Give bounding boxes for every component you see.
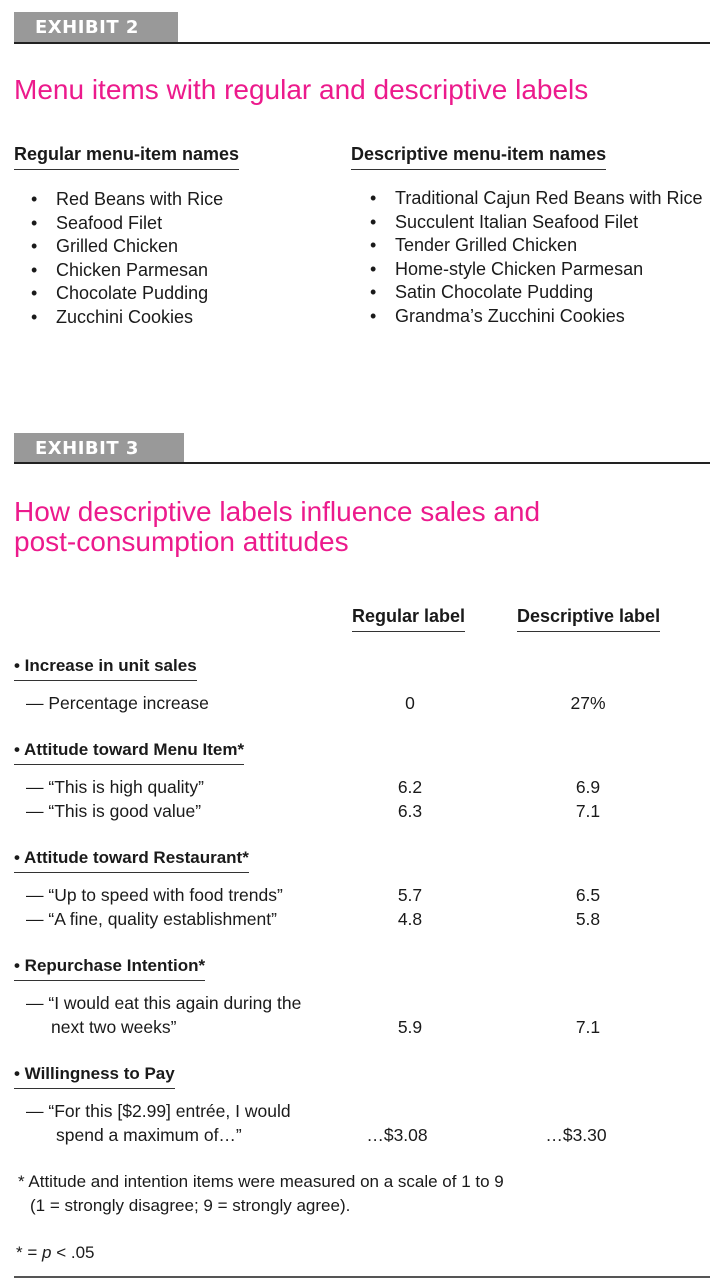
- section-heading-menu-item-attitude: • Attitude toward Menu Item*: [14, 740, 244, 765]
- footnote-line-2: (1 = strongly disagree; 9 = strongly agree).: [30, 1196, 351, 1215]
- regular-value: 0: [405, 693, 415, 713]
- descriptive-value: 7.1: [575, 1017, 601, 1037]
- descriptive-value: 7.1: [575, 801, 601, 821]
- descriptive-names-list: [370, 187, 703, 328]
- list-item: • Traditional Cajun Red Beans with Rice: [370, 188, 703, 208]
- exhibit-3-title-line-2: post-consumption attitudes: [14, 526, 349, 557]
- regular-value: 4.8: [397, 909, 423, 929]
- section-heading-willingness-to-pay: • Willingness to Pay: [14, 1064, 175, 1089]
- exhibit-3-rule: [14, 462, 710, 464]
- regular-names-header: Regular menu-item names: [14, 144, 239, 170]
- row-label: — “A fine, quality establishment”: [26, 909, 277, 929]
- list-item: • Red Beans with Rice: [31, 189, 224, 209]
- descriptive-label-column-header: Descriptive label: [517, 606, 660, 632]
- list-item: • Satin Chocolate Pudding: [370, 282, 594, 302]
- regular-value: …$3.08: [366, 1125, 428, 1145]
- bottom-rule: [14, 1276, 710, 1278]
- descriptive-value: 6.9: [575, 777, 601, 797]
- row-label-line-2: spend a maximum of…”: [56, 1125, 242, 1145]
- regular-value: 6.2: [397, 777, 423, 797]
- list-item: • Grandma’s Zucchini Cookies: [370, 305, 625, 326]
- section-heading-repurchase-intention: • Repurchase Intention*: [14, 956, 205, 981]
- footnote-line-1: * Attitude and intention items were measured on a scale of 1 to 9: [18, 1172, 504, 1191]
- regular-names-list: [31, 188, 224, 329]
- list-item: • Zucchini Cookies: [31, 306, 194, 327]
- section-heading-unit-sales: • Increase in unit sales: [14, 656, 197, 681]
- list-item: • Succulent Italian Seafood Filet: [370, 211, 639, 232]
- regular-label-column-header: Regular label: [352, 606, 465, 632]
- row-label: — “This is high quality”: [26, 777, 204, 797]
- exhibit-3-title-line-1: How descriptive labels influence sales and: [14, 496, 541, 527]
- exhibit-3-tab: EXHIBIT 3: [14, 433, 184, 463]
- row-label-line-2: next two weeks”: [51, 1017, 177, 1037]
- descriptive-value: 27%: [570, 693, 606, 713]
- descriptive-value: 6.5: [575, 885, 601, 905]
- row-label: — “This is good value”: [26, 801, 202, 821]
- regular-value: 5.9: [397, 1017, 423, 1037]
- section-heading-restaurant-attitude: • Attitude toward Restaurant*: [14, 848, 249, 873]
- row-label: — Percentage increase: [26, 693, 209, 713]
- list-item: • Chocolate Pudding: [31, 283, 209, 303]
- regular-value: 6.3: [397, 801, 423, 821]
- exhibit-2-rule: [14, 42, 710, 44]
- list-item: • Home-style Chicken Parmesan: [370, 258, 644, 279]
- list-item: • Seafood Filet: [31, 212, 163, 233]
- significance-note: * = p < .05: [16, 1243, 95, 1262]
- list-item: • Tender Grilled Chicken: [370, 235, 578, 255]
- descriptive-names-header: Descriptive menu-item names: [351, 144, 606, 170]
- descriptive-value: …$3.30: [545, 1125, 607, 1145]
- regular-value: 5.7: [397, 885, 423, 905]
- list-item: • Chicken Parmesan: [31, 259, 209, 280]
- row-label: — “Up to speed with food trends”: [26, 885, 283, 905]
- exhibit-2-title: Menu items with regular and descriptive labels: [14, 74, 589, 105]
- descriptive-value: 5.8: [575, 909, 601, 929]
- row-label-line-1: — “For this [$2.99] entrée, I would: [26, 1101, 291, 1121]
- list-item: • Grilled Chicken: [31, 236, 179, 256]
- row-label-line-1: — “I would eat this again during the: [26, 993, 302, 1013]
- exhibit-2-tab: EXHIBIT 2: [14, 12, 178, 42]
